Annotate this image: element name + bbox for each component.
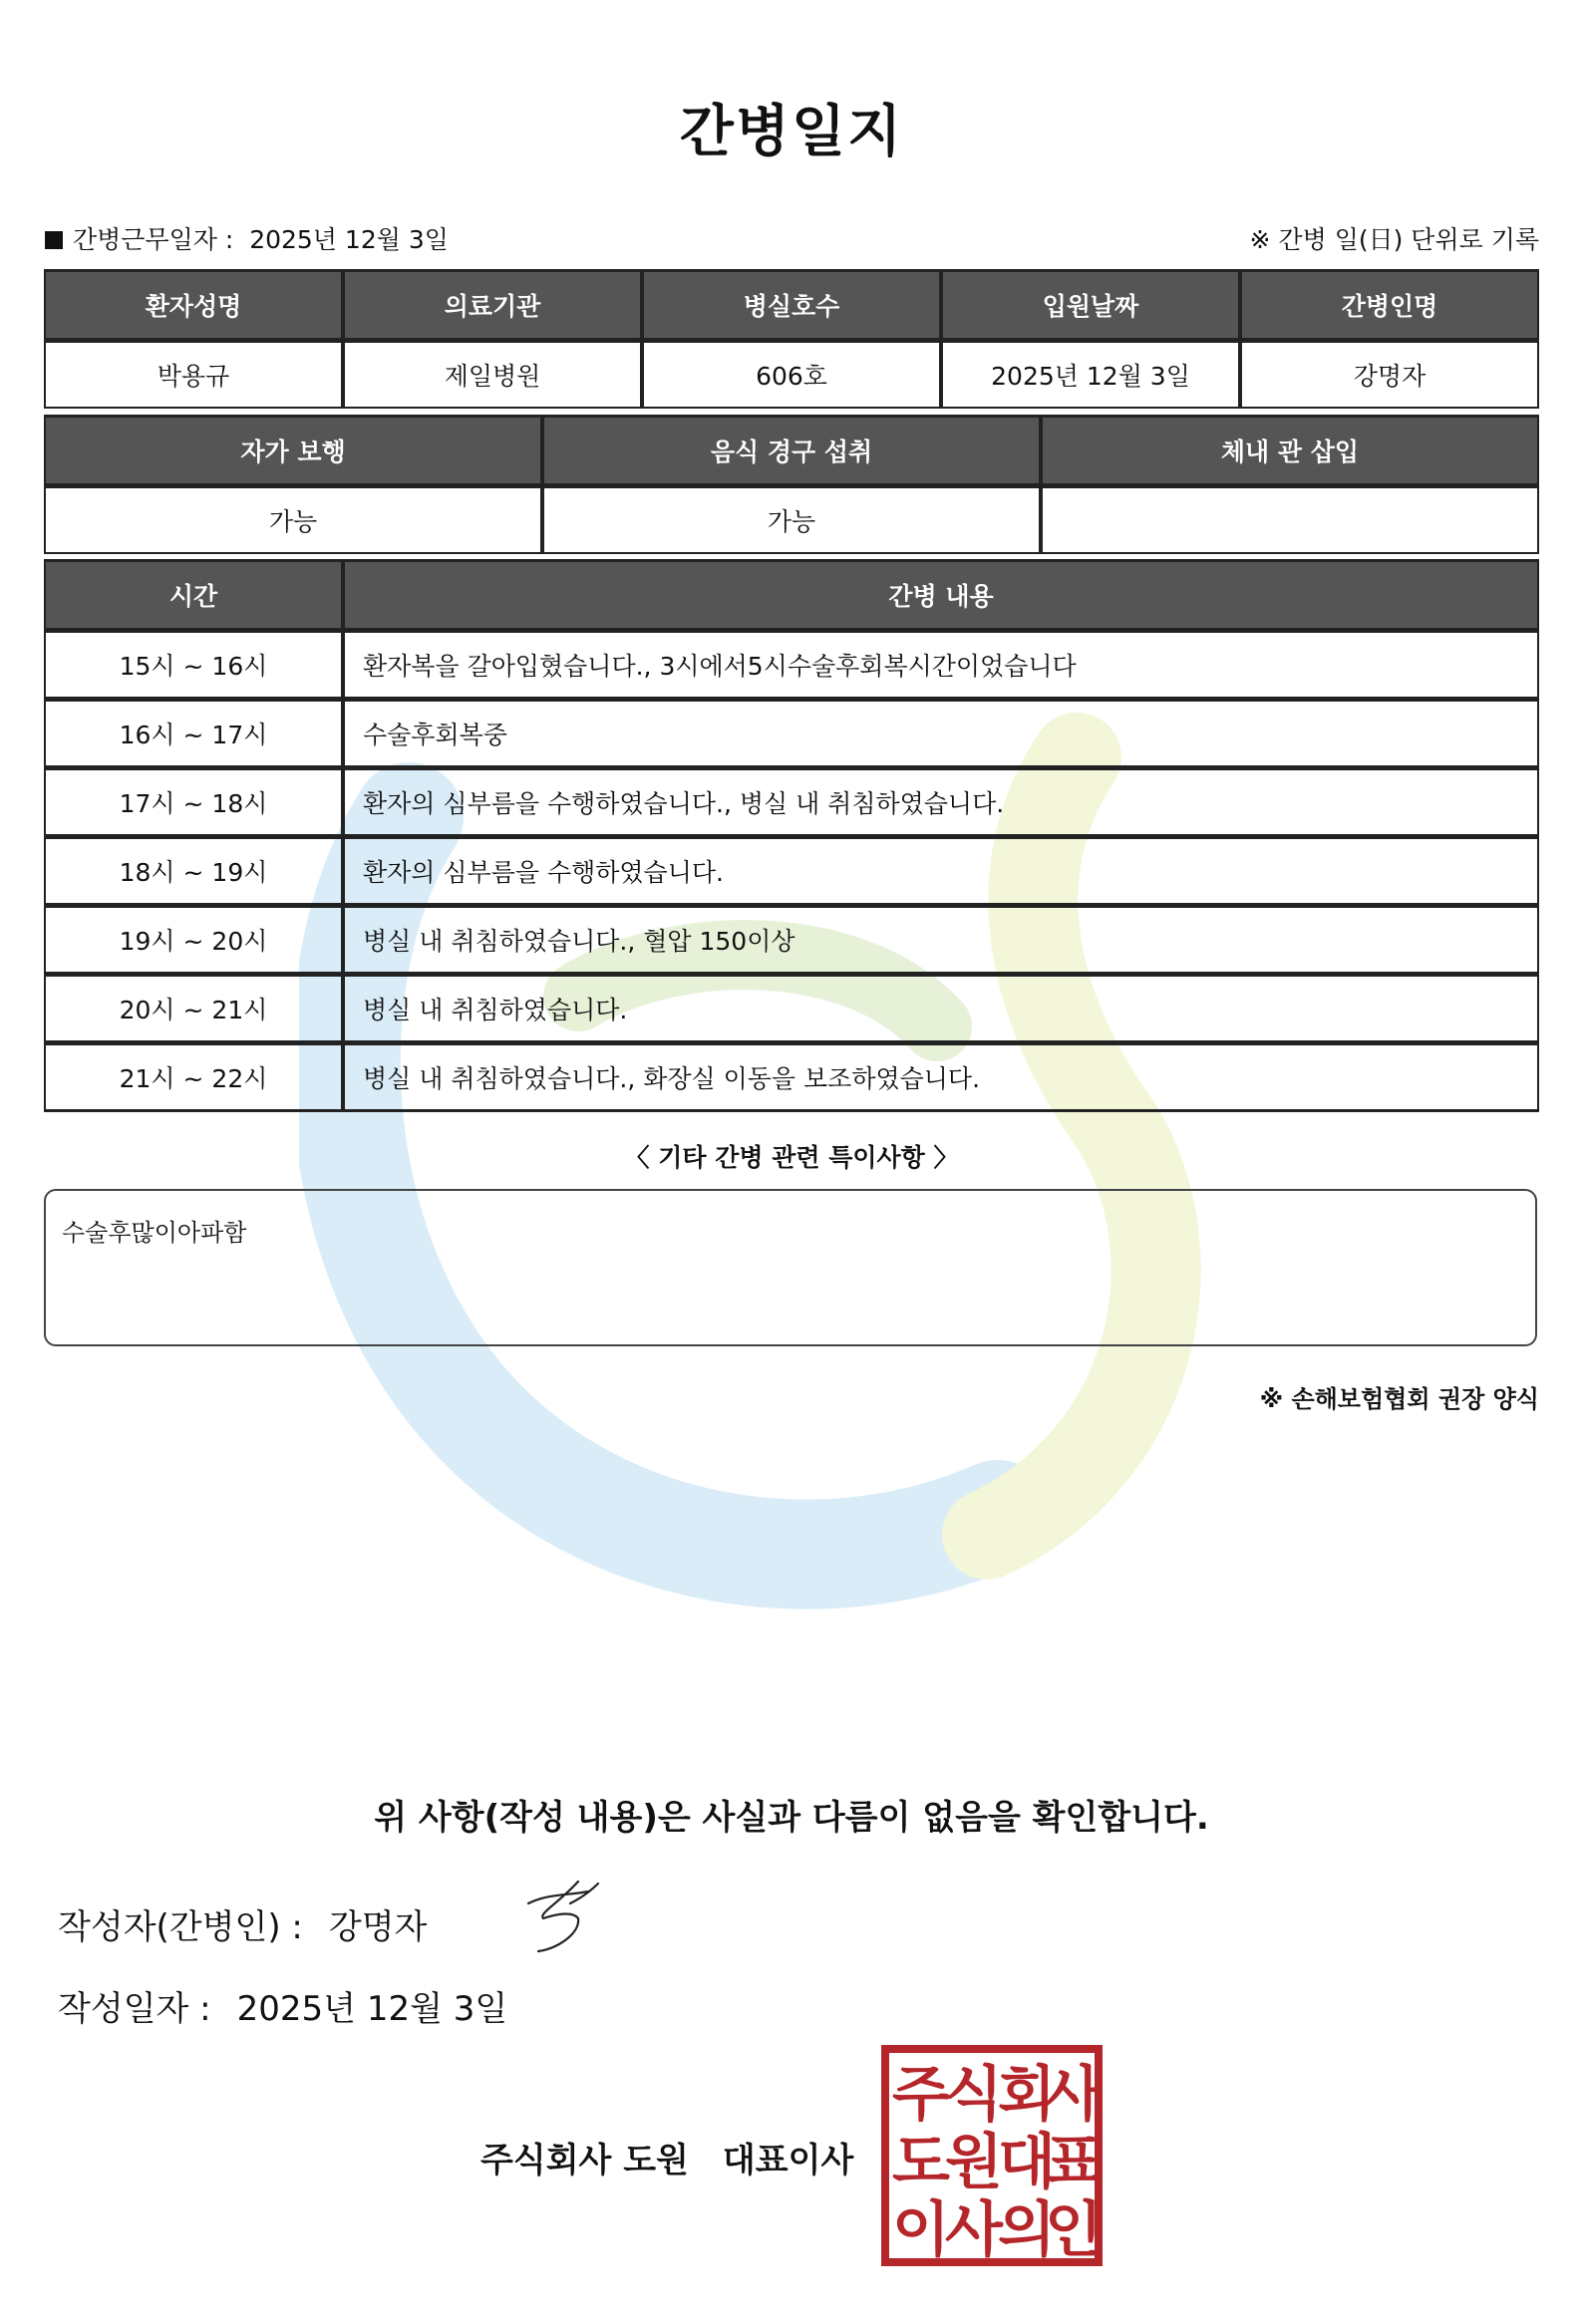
patient-header-admission: 입원날짜 [941, 269, 1240, 341]
confirmation-statement: 위 사항(작성 내용)은 사실과 다름이 없음을 확인합니다. [374, 1798, 1209, 1838]
table-row [44, 768, 1539, 837]
unit-note: ※ 간병 일(日) 단위로 기록 [1249, 225, 1539, 254]
date-value: 2025년 12월 3일 [236, 1989, 508, 2029]
status-walking: 가능 [44, 486, 542, 554]
company-name: 주식회사 도원 [480, 2141, 689, 2180]
patient-header-room: 병실호수 [642, 269, 941, 341]
log-time: 17시 ~ 18시 [44, 768, 343, 837]
patient-header-name: 환자성명 [44, 269, 343, 341]
company-line [480, 2133, 853, 2181]
log-content: 병실 내 취침하였습니다., 혈압 150이상 [343, 906, 1539, 975]
patient-header-hospital: 의료기관 [343, 269, 642, 341]
admission-date: 2025년 12월 3일 [941, 341, 1240, 409]
svg-text:사: 사 [945, 2195, 1003, 2265]
table-row [44, 906, 1539, 975]
remarks-text: 수술후많이아파함 [62, 1219, 247, 1247]
svg-text:원: 원 [945, 2128, 1003, 2197]
company-seal [881, 2045, 1103, 2266]
svg-text:의: 의 [998, 2195, 1056, 2265]
log-content: 병실 내 취침하였습니다., 화장실 이동을 보조하였습니다. [343, 1043, 1539, 1112]
patient-name: 박용규 [44, 341, 343, 409]
writer-label: 작성자(간병인) : [58, 1907, 303, 1947]
status-tube [1041, 486, 1539, 554]
table-row [44, 1043, 1539, 1112]
writer-row [58, 1899, 427, 1948]
writer-name: 강명자 [328, 1907, 428, 1947]
patient-table [44, 269, 1539, 409]
remarks-box [44, 1189, 1537, 1346]
table-row [44, 700, 1539, 768]
log-content: 병실 내 취침하였습니다. [343, 975, 1539, 1043]
svg-text:사: 사 [1045, 2060, 1103, 2130]
svg-text:인: 인 [1045, 2195, 1103, 2265]
log-content: 환자복을 갈아입혔습니다., 3시에서5시수술후회복시간이었습니다 [343, 631, 1539, 700]
caregiver-name: 강명자 [1240, 341, 1539, 409]
status-header-tube: 체내 관 삽입 [1041, 415, 1539, 486]
date-label: 작성일자 : [58, 1989, 211, 2029]
date-row [58, 1981, 507, 2030]
log-content: 수술후회복중 [343, 700, 1539, 768]
svg-text:표: 표 [1045, 2128, 1103, 2197]
work-date [45, 220, 449, 256]
form-note: ※ 손해보험협회 권장 양식 [1259, 1385, 1539, 1413]
log-time: 21시 ~ 22시 [44, 1043, 343, 1112]
svg-text:회: 회 [998, 2060, 1056, 2130]
svg-text:식: 식 [945, 2060, 1003, 2130]
remarks-title: 〈 기타 간병 관련 특이사항 〉 [624, 1143, 959, 1172]
status-header-walking: 자가 보행 [44, 415, 542, 486]
table-row [44, 975, 1539, 1043]
work-date-label: 간병근무일자 : [73, 225, 234, 254]
handwritten-signature [518, 1874, 618, 1963]
status-table [44, 415, 1539, 554]
svg-text:도: 도 [892, 2128, 950, 2197]
svg-text:대: 대 [998, 2128, 1056, 2197]
table-row [44, 631, 1539, 700]
status-header-oral-intake: 음식 경구 섭취 [542, 415, 1041, 486]
log-time: 19시 ~ 20시 [44, 906, 343, 975]
table-row [44, 837, 1539, 906]
log-header-content: 간병 내용 [343, 559, 1539, 631]
company-rep: 대표이사 [722, 2141, 854, 2180]
svg-text:주: 주 [892, 2060, 950, 2130]
log-time: 16시 ~ 17시 [44, 700, 343, 768]
work-date-value: 2025년 12월 3일 [249, 225, 449, 254]
log-time: 18시 ~ 19시 [44, 837, 343, 906]
document-title: 간병일지 [679, 100, 904, 164]
svg-text:이: 이 [892, 2195, 950, 2265]
patient-header-caregiver: 간병인명 [1240, 269, 1539, 341]
care-log-table [44, 559, 1539, 1112]
log-content: 환자의 심부름을 수행하였습니다., 병실 내 취침하였습니다. [343, 768, 1539, 837]
log-time: 20시 ~ 21시 [44, 975, 343, 1043]
log-content: 환자의 심부름을 수행하였습니다. [343, 837, 1539, 906]
hospital-name: 제일병원 [343, 341, 642, 409]
log-time: 15시 ~ 16시 [44, 631, 343, 700]
log-header-time: 시간 [44, 559, 343, 631]
status-oral-intake: 가능 [542, 486, 1041, 554]
room-number: 606호 [642, 341, 941, 409]
square-bullet-icon [45, 231, 63, 249]
